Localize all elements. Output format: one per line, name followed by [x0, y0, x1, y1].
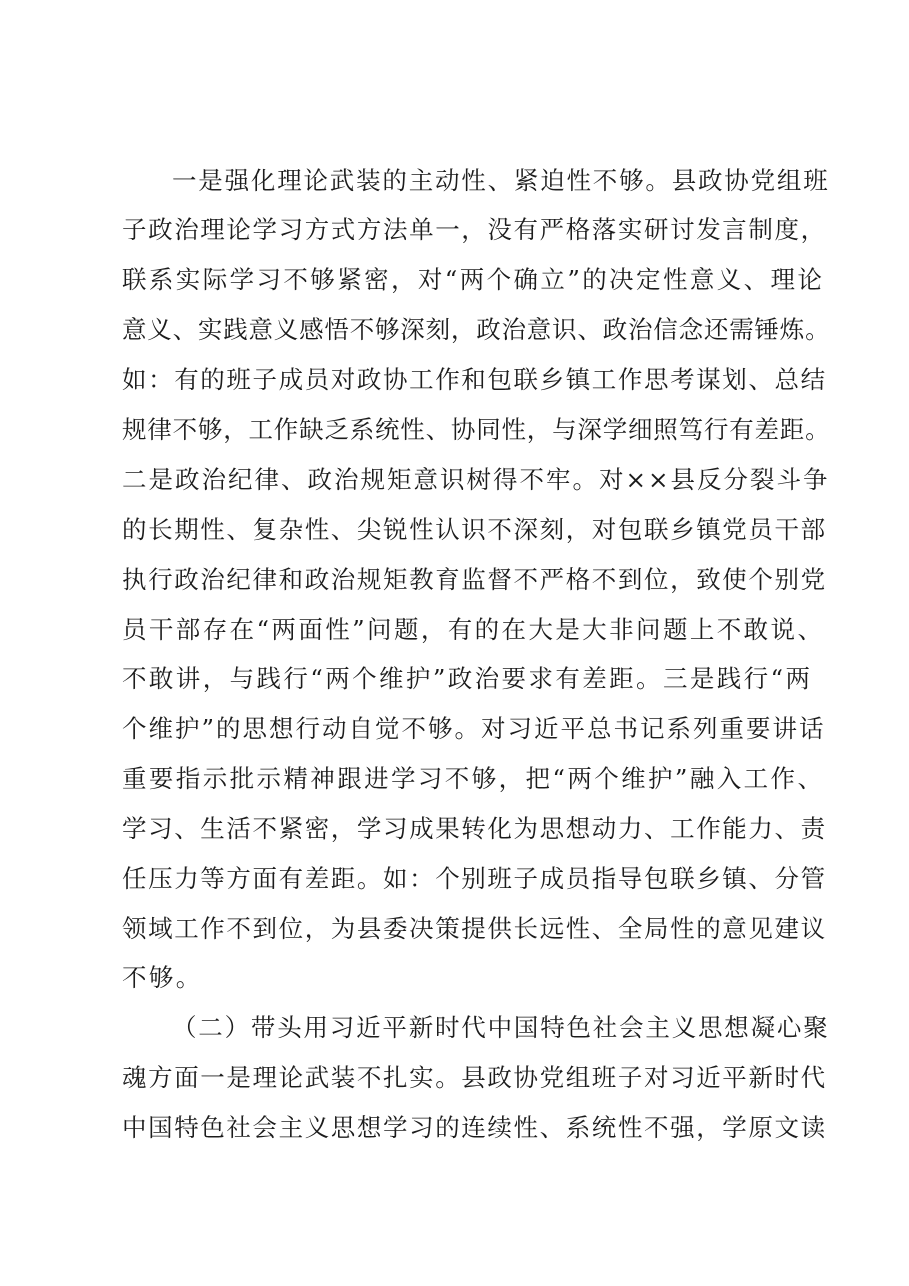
text-line: 二是政治纪律、政治规矩意识树得不牢。对××县反分裂斗争 — [122, 465, 830, 494]
text-line: 子政治理论学习方式方法单一，没有严格落实研讨发言制度， — [122, 215, 827, 244]
text-line: 重要指示批示精神跟进学习不够，把“两个维护”融入工作、 — [122, 764, 825, 793]
text-line: （二）带头用习近平新时代中国特色社会主义思想凝心聚 — [172, 1013, 830, 1042]
text-line: 任压力等方面有差距。如：个别班子成员指导包联乡镇、分管 — [122, 864, 827, 893]
text-line: 意义、实践意义感悟不够深刻，政治意识、政治信念还需锤炼。 — [122, 315, 831, 344]
text-line: 不够。 — [122, 963, 203, 992]
text-line: 个维护”的思想行动自觉不够。对习近平总书记系列重要讲话 — [122, 714, 826, 743]
text-line: 规律不够，工作缺乏系统性、协同性，与深学细照笃行有差距。 — [122, 415, 831, 444]
text-line: 员干部存在“两面性”问题，有的在大是大非问题上不敢说、 — [122, 615, 825, 644]
text-line: 如：有的班子成员对政协工作和包联乡镇工作思考谋划、总结 — [122, 365, 827, 394]
text-line: 一是强化理论武装的主动性、紧迫性不够。县政协党组班 — [172, 166, 830, 195]
text-line: 联系实际学习不够紧密，对“两个确立”的决定性意义、理论 — [122, 265, 825, 294]
text-line: 的长期性、复杂性、尖锐性认识不深刻，对包联乡镇党员干部 — [122, 515, 827, 544]
text-line: 不敢讲，与践行“两个维护”政治要求有差距。三是践行“两 — [122, 664, 813, 693]
text-line: 领域工作不到位，为县委决策提供长远性、全局性的意见建议 — [122, 914, 827, 943]
text-line: 执行政治纪律和政治规矩教育监督不严格不到位，致使个别党 — [122, 565, 827, 594]
text-line: 中国特色社会主义思想学习的连续性、系统性不强，学原文读 — [122, 1113, 827, 1142]
text-line: 魂方面一是理论武装不扎实。县政协党组班子对习近平新时代 — [122, 1063, 827, 1092]
text-line: 学习、生活不紧密，学习成果转化为思想动力、工作能力、责 — [122, 814, 827, 843]
